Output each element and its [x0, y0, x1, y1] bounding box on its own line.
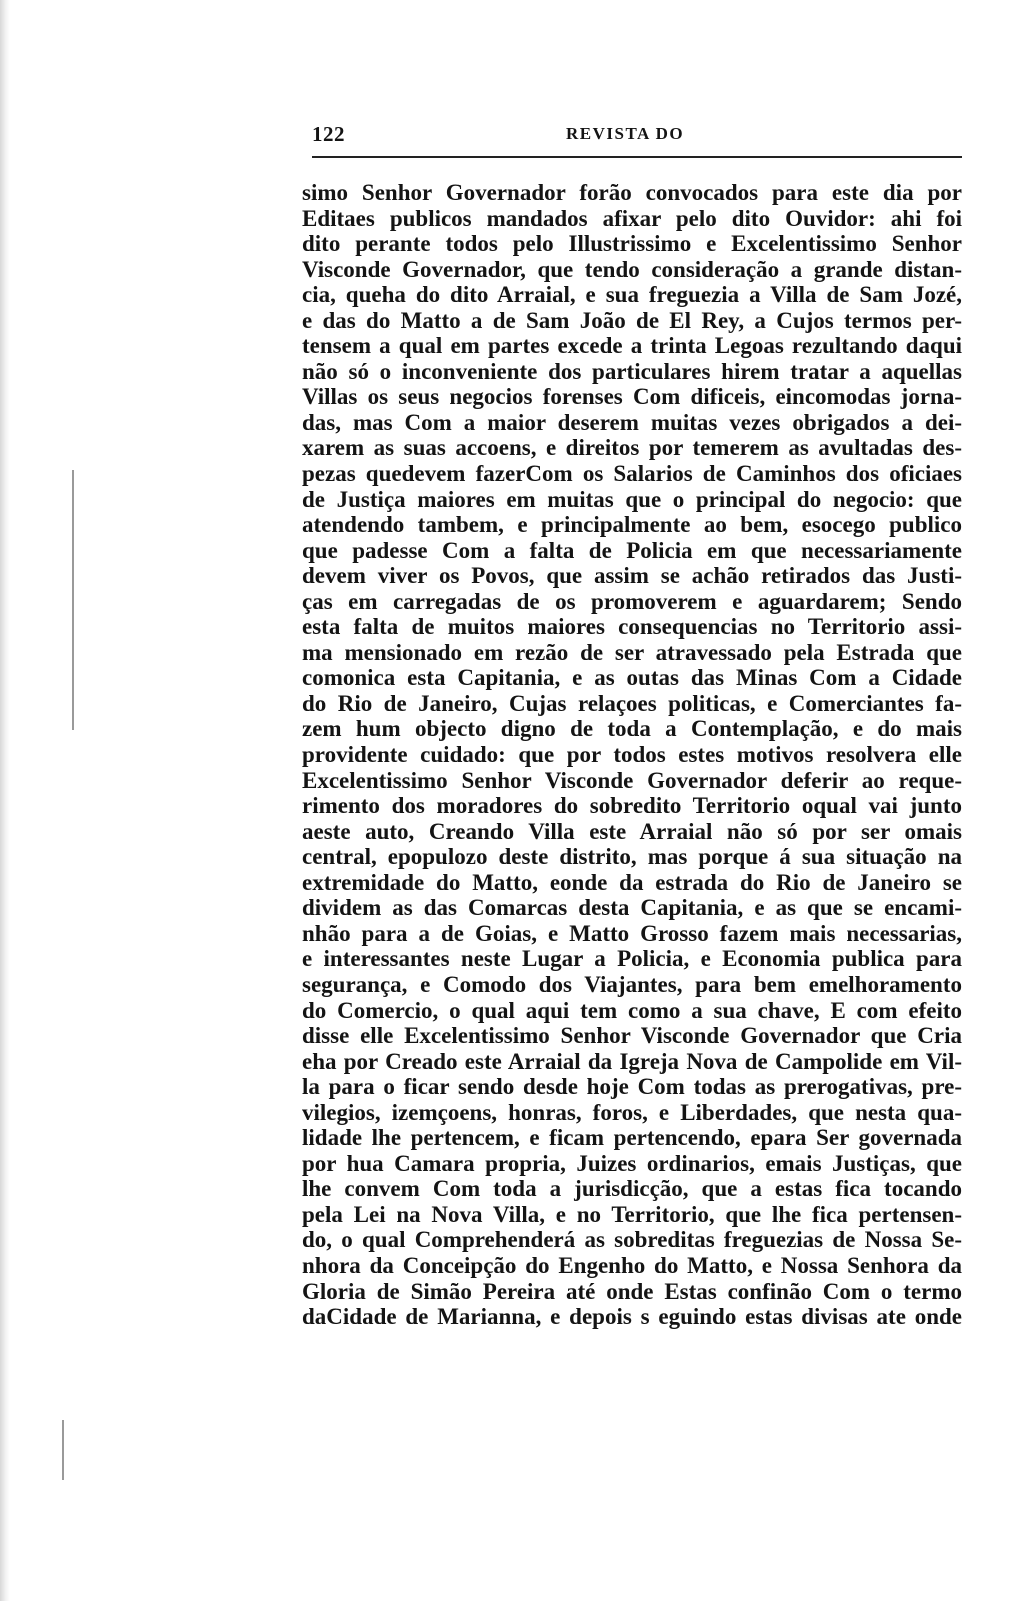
text-line: do Rio de Janeiro, Cujas relaçoes politicas, e Comerciantes fa-	[302, 690, 962, 716]
text-line: segurança, e Comodo dos Viajantes, para bem emelhoramento	[302, 971, 962, 997]
text-line: dito perante todos pelo Illustrissimo e Excelentissimo Senhor	[302, 231, 962, 257]
text-line: pela Lei na Nova Villa, e no Territorio, que lhe fica pertensen-	[302, 1201, 962, 1227]
text-line: que padesse Com a falta de Policia em que necessariamente	[302, 537, 962, 563]
text-line: das, mas Com a maior deserem muitas vezes obrigados a dei-	[302, 409, 962, 435]
text-line: xarem as suas accoens, e direitos por temerem as avultadas des-	[302, 435, 962, 461]
body-text	[302, 180, 962, 1330]
text-line: extremidade do Matto, eonde da estrada do Rio de Janeiro se	[302, 869, 962, 895]
text-line: do, o qual Comprehenderá as sobreditas freguezias de Nossa Se-	[302, 1227, 962, 1253]
binding-edge	[0, 0, 10, 1601]
text-line: Excelentissimo Senhor Visconde Governador deferir ao reque-	[302, 767, 962, 793]
text-line: aeste auto, Creando Villa este Arraial não só por ser omais	[302, 818, 962, 844]
text-line: daCidade de Marianna, e depois s eguindo estas divisas ate onde	[302, 1304, 962, 1330]
text-line: rimento dos moradores do sobredito Territorio oqual vai junto	[302, 793, 962, 819]
text-line: nhora da Conceipção do Engenho do Matto, e Nossa Senhora da	[302, 1252, 962, 1278]
text-line: nhão para a de Goias, e Matto Grosso fazem mais necessarias,	[302, 920, 962, 946]
text-line: Visconde Governador, que tendo consideração a grande distan-	[302, 256, 962, 282]
text-line: Villas os seus negocios forenses Com dificeis, eincomodas jorna-	[302, 384, 962, 410]
text-line: vilegios, izemçoens, honras, foros, e Liberdades, que nesta qua-	[302, 1099, 962, 1125]
text-line: esta falta de muitos maiores consequencias no Territorio assi-	[302, 614, 962, 640]
text-line: por hua Camara propria, Juizes ordinarios, emais Justiças, que	[302, 1150, 962, 1176]
text-line: central, epopulozo deste distrito, mas porque á sua situação na	[302, 844, 962, 870]
text-line: atendendo tambem, e principalmente ao bem, esocego publico	[302, 512, 962, 538]
page-header	[312, 122, 962, 148]
text-line: tensem a qual em partes excede a trinta Legoas rezultando daqui	[302, 333, 962, 359]
text-line: disse elle Excelentissimo Senhor Visconde Governador que Cria	[302, 1023, 962, 1049]
text-line: pezas quedevem fazerCom os Salarios de Caminhos dos oficiaes	[302, 461, 962, 487]
text-line: providente cuidado: que por todos estes motivos resolvera elle	[302, 742, 962, 768]
header-rule	[312, 156, 962, 158]
running-head: REVISTA DO	[566, 124, 685, 143]
text-line: e das do Matto a de Sam João de El Rey, a Cujos termos per-	[302, 307, 962, 333]
text-line: zem hum objecto digno de toda a Contemplação, e do mais	[302, 716, 962, 742]
scan-artifact-mark	[62, 1420, 64, 1480]
text-line: Editaes publicos mandados afixar pelo dito Ouvidor: ahi foi	[302, 205, 962, 231]
text-line: ças em carregadas de os promoverem e aguardarem; Sendo	[302, 588, 962, 614]
text-line: não só o inconveniente dos particulares hirem tratar a aquellas	[302, 358, 962, 384]
text-line: de Justiça maiores em muitas que o principal do negocio: que	[302, 486, 962, 512]
text-line: dividem as das Comarcas desta Capitania, e as que se encami-	[302, 895, 962, 921]
text-line: cia, queha do dito Arraial, e sua freguezia a Villa de Sam Jozé,	[302, 282, 962, 308]
text-line: eha por Creado este Arraial da Igreja Nova de Campolide em Vil-	[302, 1048, 962, 1074]
text-line: devem viver os Povos, que assim se achão retirados das Justi-	[302, 563, 962, 589]
text-line: simo Senhor Governador forão convocados para este dia por	[302, 180, 962, 205]
text-line: comonica esta Capitania, e as outas das Minas Com a Cidade	[302, 665, 962, 691]
page-number: 122	[312, 122, 345, 146]
text-line: ma mensionado em rezão de ser atravessado pela Estrada que	[302, 639, 962, 665]
text-line: lidade lhe pertencem, e ficam pertencendo, epara Ser governada	[302, 1125, 962, 1151]
scan-artifact-mark	[72, 470, 74, 730]
text-line: e interessantes neste Lugar a Policia, e Economia publica para	[302, 946, 962, 972]
text-line: la para o ficar sendo desde hoje Com todas as prerogativas, pre-	[302, 1074, 962, 1100]
text-line: do Comercio, o qual aqui tem como a sua chave, E com efeito	[302, 997, 962, 1023]
text-line: lhe convem Com toda a jurisdicção, que a estas fica tocando	[302, 1176, 962, 1202]
text-line: Gloria de Simão Pereira até onde Estas confinão Com o termo	[302, 1278, 962, 1304]
